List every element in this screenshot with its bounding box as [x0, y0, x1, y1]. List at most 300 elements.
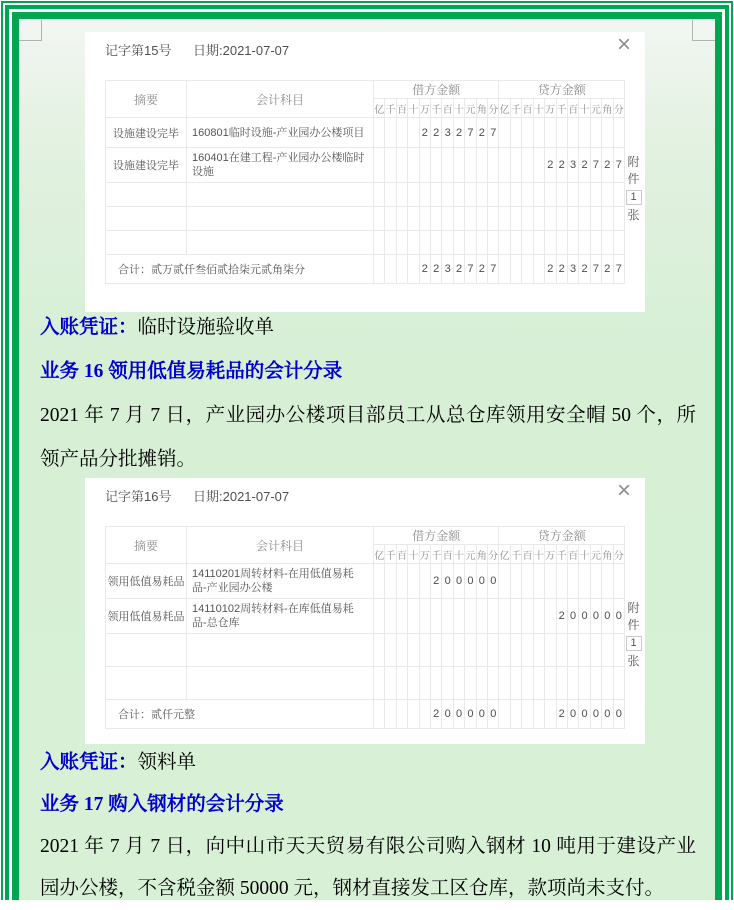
digit-cell	[396, 207, 407, 231]
total-row	[106, 700, 625, 729]
digit-cell	[579, 634, 590, 667]
digit-cell	[374, 667, 385, 700]
digit-cell	[385, 564, 396, 599]
digit-cell: 3	[567, 255, 578, 284]
digit-unit: 十	[533, 545, 544, 564]
business-paragraph: 2021 年 7 月 7 日，向中山市天天贸易有限公司购入钢材 10 吨用于建设产业园办公楼，不含税金额 50000 元，钢材直接发工区仓库，款项尚未支付。	[40, 836, 696, 899]
digit-cell	[556, 634, 567, 667]
digit-cell	[499, 207, 510, 231]
digit-cell	[510, 667, 521, 700]
digit-cell	[533, 231, 544, 255]
digit-cell: 0	[453, 700, 464, 729]
digit-cell	[533, 667, 544, 700]
summary-cell: 设施建设完毕	[106, 118, 187, 148]
digit-cell	[533, 183, 544, 207]
digit-cell: 2	[556, 255, 567, 284]
business-paragraph: 2021 年 7 月 7 日，产业园办公楼项目部员工从总仓库领用安全帽 50 个，所领产品分批摊销。	[40, 405, 696, 470]
account-cell: 160401在建工程-产业园办公楼临时设施	[187, 148, 374, 183]
digit-unit: 元	[590, 545, 601, 564]
digit-cell: 3	[567, 148, 578, 183]
summary-cell: 领用低值易耗品	[106, 564, 187, 599]
voucher-row	[106, 118, 625, 148]
digit-unit: 百	[396, 99, 407, 118]
voucher-row	[106, 207, 625, 231]
digit-cell: 2	[453, 255, 464, 284]
digit-cell: 0	[602, 599, 613, 634]
digit-cell: 2	[431, 118, 442, 148]
column-header-debit: 借方金额	[374, 527, 499, 545]
digit-cell	[510, 599, 521, 634]
digit-cell: 2	[579, 148, 590, 183]
digit-cell: 2	[602, 148, 613, 183]
column-header-account: 会计科目	[187, 81, 374, 118]
digit-cell	[419, 207, 430, 231]
summary-cell: 领用低值易耗品	[106, 599, 187, 634]
digit-cell	[499, 634, 510, 667]
digit-cell	[510, 564, 521, 599]
account-cell	[187, 231, 374, 255]
digit-cell: 0	[453, 564, 464, 599]
digit-cell	[453, 148, 464, 183]
digit-cell	[385, 118, 396, 148]
attachment-note	[625, 600, 642, 670]
digit-unit: 万	[419, 545, 430, 564]
digit-cell	[602, 564, 613, 599]
digit-cell	[545, 207, 556, 231]
digit-cell: 7	[488, 255, 499, 284]
attachment-count-box: 1	[626, 636, 642, 651]
digit-cell	[613, 231, 624, 255]
digit-cell	[545, 700, 556, 729]
digit-cell	[579, 207, 590, 231]
total-label: 合计：贰仟元整	[106, 700, 374, 729]
digit-unit: 亿	[374, 99, 385, 118]
digit-cell: 0	[465, 700, 476, 729]
voucher-row	[106, 634, 625, 667]
digit-cell	[499, 700, 510, 729]
digit-cell	[590, 231, 601, 255]
digit-cell	[442, 207, 453, 231]
digit-cell	[533, 564, 544, 599]
entry-voucher-label: 入账凭证：	[40, 752, 138, 773]
digit-cell	[533, 634, 544, 667]
digit-cell	[396, 667, 407, 700]
digit-cell	[476, 207, 487, 231]
close-icon[interactable]: ×	[616, 31, 631, 58]
digit-cell: 0	[442, 564, 453, 599]
digit-cell	[602, 231, 613, 255]
entry-voucher-value: 领料单	[137, 752, 197, 773]
digit-cell	[567, 634, 578, 667]
column-header-summary: 摘要	[106, 81, 187, 118]
digit-cell: 2	[556, 148, 567, 183]
digit-cell	[579, 183, 590, 207]
account-cell: 14110102周转材料-在库低值易耗品-总仓库	[187, 599, 374, 634]
digit-cell	[453, 667, 464, 700]
voucher-row	[106, 148, 625, 183]
digit-cell	[579, 231, 590, 255]
digit-cell	[567, 564, 578, 599]
digit-cell	[419, 564, 430, 599]
digit-cell	[385, 183, 396, 207]
digit-cell	[545, 118, 556, 148]
digit-cell	[476, 599, 487, 634]
digit-unit: 十	[408, 99, 419, 118]
digit-cell: 2	[545, 255, 556, 284]
column-header-account: 会计科目	[187, 527, 374, 564]
digit-unit: 百	[442, 545, 453, 564]
digit-cell	[385, 255, 396, 284]
digit-cell: 0	[465, 564, 476, 599]
digit-cell	[476, 183, 487, 207]
digit-cell	[556, 118, 567, 148]
digit-unit: 元	[465, 99, 476, 118]
digit-cell	[385, 231, 396, 255]
digit-cell	[419, 148, 430, 183]
digit-cell	[613, 118, 624, 148]
digit-cell	[465, 148, 476, 183]
digit-cell	[510, 118, 521, 148]
digit-cell	[556, 207, 567, 231]
digit-cell	[556, 183, 567, 207]
digit-cell: 0	[590, 599, 601, 634]
digit-cell	[396, 255, 407, 284]
digit-cell	[465, 183, 476, 207]
digit-unit: 十	[453, 545, 464, 564]
digit-unit: 元	[590, 99, 601, 118]
digit-cell	[442, 231, 453, 255]
digit-cell	[396, 564, 407, 599]
voucher-header	[85, 32, 645, 80]
digit-cell: 7	[590, 148, 601, 183]
digit-cell	[488, 231, 499, 255]
digit-cell	[408, 700, 419, 729]
digit-cell	[510, 255, 521, 284]
digit-cell	[374, 599, 385, 634]
digit-cell	[522, 255, 533, 284]
digit-cell	[499, 667, 510, 700]
digit-cell: 7	[488, 118, 499, 148]
digit-cell	[590, 564, 601, 599]
voucher-date: 日期:2021-07-07	[193, 489, 290, 504]
digit-cell	[590, 118, 601, 148]
account-cell: 14110201周转材料-在用低值易耗品-产业园办公楼	[187, 564, 374, 599]
digit-cell	[602, 667, 613, 700]
entry-voucher-value: 临时设施验收单	[137, 317, 275, 338]
voucher-card-15	[85, 32, 645, 312]
digit-unit: 十	[533, 99, 544, 118]
digit-cell: 2	[602, 255, 613, 284]
digit-cell	[465, 634, 476, 667]
account-cell	[187, 183, 374, 207]
digit-cell	[385, 207, 396, 231]
digit-cell: 3	[442, 255, 453, 284]
close-icon[interactable]: ×	[616, 477, 631, 504]
voucher-rows	[106, 118, 625, 255]
digit-cell	[602, 183, 613, 207]
digit-cell	[567, 183, 578, 207]
column-header-summary: 摘要	[106, 527, 187, 564]
digit-unit: 角	[602, 99, 613, 118]
digit-cell	[510, 207, 521, 231]
digit-cell	[419, 599, 430, 634]
voucher-header	[85, 478, 645, 526]
attachment-count-box: 1	[626, 190, 642, 205]
column-header-debit: 借方金额	[374, 81, 499, 99]
digit-cell	[499, 148, 510, 183]
digit-cell	[533, 207, 544, 231]
voucher-row	[106, 667, 625, 700]
account-cell: 160801临时设施-产业园办公楼项目	[187, 118, 374, 148]
digit-cell	[602, 207, 613, 231]
attachment-note	[625, 154, 642, 224]
digit-cell	[488, 183, 499, 207]
digit-unit: 千	[556, 99, 567, 118]
digit-cell	[567, 231, 578, 255]
digit-cell	[579, 564, 590, 599]
digit-unit: 千	[431, 545, 442, 564]
digit-cell	[590, 207, 601, 231]
digit-cell	[533, 118, 544, 148]
digit-unit: 角	[476, 545, 487, 564]
digit-cell	[567, 118, 578, 148]
digit-cell: 0	[488, 564, 499, 599]
digit-unit: 千	[510, 545, 521, 564]
digit-cell	[613, 564, 624, 599]
digit-cell	[396, 700, 407, 729]
digit-cell: 0	[488, 700, 499, 729]
digit-unit: 分	[613, 99, 624, 118]
digit-cell	[510, 700, 521, 729]
digit-cell	[419, 634, 430, 667]
digit-unit: 千	[556, 545, 567, 564]
digit-cell	[385, 634, 396, 667]
digit-cell	[522, 634, 533, 667]
text-block-business-16	[40, 306, 696, 482]
digit-cell: 2	[453, 118, 464, 148]
digit-unit: 百	[567, 99, 578, 118]
voucher-rows	[106, 564, 625, 700]
voucher-table	[105, 80, 625, 284]
digit-cell	[567, 207, 578, 231]
digit-cell: 0	[476, 700, 487, 729]
digit-cell	[453, 634, 464, 667]
voucher-number: 记字第16号	[105, 489, 172, 504]
digit-cell	[408, 599, 419, 634]
digit-cell	[385, 700, 396, 729]
digit-unit: 万	[545, 99, 556, 118]
digit-cell: 0	[579, 599, 590, 634]
margin-crop-mark-top-left	[19, 20, 42, 41]
digit-cell	[488, 599, 499, 634]
attachment-word-top: 附	[627, 155, 640, 169]
digit-cell	[442, 634, 453, 667]
digit-cell	[431, 231, 442, 255]
summary-cell	[106, 183, 187, 207]
digit-unit: 百	[396, 545, 407, 564]
digit-cell	[431, 634, 442, 667]
digit-cell	[545, 183, 556, 207]
entry-voucher-line	[40, 306, 696, 350]
digit-cell: 0	[590, 700, 601, 729]
digit-cell: 0	[579, 700, 590, 729]
digit-cell	[396, 599, 407, 634]
digit-cell	[522, 667, 533, 700]
digit-unit: 十	[579, 545, 590, 564]
digit-cell	[408, 148, 419, 183]
digit-cell: 3	[442, 118, 453, 148]
attachment-word-bottom: 件	[627, 618, 640, 632]
summary-cell	[106, 634, 187, 667]
digit-cell	[533, 255, 544, 284]
digit-cell: 2	[419, 118, 430, 148]
digit-cell	[431, 667, 442, 700]
digit-cell	[590, 634, 601, 667]
digit-unit: 元	[465, 545, 476, 564]
account-cell	[187, 634, 374, 667]
digit-cell: 0	[567, 700, 578, 729]
digit-cell	[453, 207, 464, 231]
digit-cell	[476, 667, 487, 700]
digit-cell	[522, 564, 533, 599]
digit-cell: 2	[579, 255, 590, 284]
digit-cell	[396, 634, 407, 667]
digit-cell	[442, 183, 453, 207]
digit-cell	[374, 148, 385, 183]
digit-unit: 十	[579, 99, 590, 118]
digit-cell	[510, 634, 521, 667]
digit-cell	[579, 667, 590, 700]
digit-unit: 百	[442, 99, 453, 118]
digit-cell	[419, 183, 430, 207]
digit-cell	[556, 564, 567, 599]
digit-cell	[396, 148, 407, 183]
digit-cell	[396, 183, 407, 207]
digit-cell	[374, 634, 385, 667]
digit-cell	[579, 118, 590, 148]
attachment-word-bottom: 件	[627, 172, 640, 186]
digit-cell	[408, 207, 419, 231]
digit-cell	[374, 255, 385, 284]
digit-cell	[374, 207, 385, 231]
digit-cell	[476, 148, 487, 183]
digit-cell	[465, 667, 476, 700]
digit-cell	[533, 700, 544, 729]
digit-cell	[556, 231, 567, 255]
digit-cell	[488, 207, 499, 231]
summary-cell	[106, 207, 187, 231]
digit-unit: 万	[419, 99, 430, 118]
digit-unit: 千	[385, 99, 396, 118]
digit-cell	[408, 634, 419, 667]
digit-cell	[567, 667, 578, 700]
digit-cell	[533, 148, 544, 183]
digit-cell	[408, 118, 419, 148]
digit-cell	[385, 148, 396, 183]
digit-cell: 0	[476, 564, 487, 599]
digit-cell	[499, 231, 510, 255]
digit-cell	[499, 255, 510, 284]
digit-cell: 7	[465, 118, 476, 148]
text-block-business-17	[40, 742, 696, 910]
digit-cell	[522, 148, 533, 183]
digit-cell	[374, 231, 385, 255]
digit-cell	[374, 564, 385, 599]
digit-cell	[545, 667, 556, 700]
digit-cell	[522, 700, 533, 729]
digit-cell	[499, 118, 510, 148]
digit-cell: 0	[567, 599, 578, 634]
attachment-word-top: 附	[627, 601, 640, 615]
digit-unit: 角	[602, 545, 613, 564]
digit-unit: 千	[510, 99, 521, 118]
digit-cell	[442, 148, 453, 183]
digit-cell	[522, 207, 533, 231]
voucher-row	[106, 231, 625, 255]
digit-cell: 0	[442, 700, 453, 729]
digit-cell	[419, 700, 430, 729]
digit-cell	[488, 148, 499, 183]
digit-cell	[431, 207, 442, 231]
digit-cell: 2	[556, 599, 567, 634]
digit-cell	[602, 118, 613, 148]
digit-cell	[408, 564, 419, 599]
digit-cell: 2	[476, 118, 487, 148]
voucher-row	[106, 183, 625, 207]
digit-cell	[442, 599, 453, 634]
digit-cell	[419, 231, 430, 255]
total-row	[106, 255, 625, 284]
digit-cell	[545, 231, 556, 255]
digit-cell	[374, 183, 385, 207]
digit-cell	[374, 700, 385, 729]
digit-cell: 2	[431, 255, 442, 284]
attachment-unit: 张	[627, 654, 640, 668]
digit-cell	[408, 231, 419, 255]
digit-unit: 十	[453, 99, 464, 118]
margin-crop-mark-top-right	[692, 20, 715, 41]
digit-cell	[442, 667, 453, 700]
business-heading: 业务 16 领用低值易耗品的会计分录	[40, 361, 343, 382]
digit-unit: 分	[613, 545, 624, 564]
digit-cell	[453, 231, 464, 255]
digit-cell: 7	[613, 255, 624, 284]
digit-cell	[556, 667, 567, 700]
column-header-credit: 贷方金额	[499, 527, 625, 545]
digit-unit: 百	[522, 99, 533, 118]
digit-cell	[545, 634, 556, 667]
summary-cell	[106, 231, 187, 255]
digit-cell	[431, 599, 442, 634]
digit-cell	[510, 148, 521, 183]
digit-cell	[499, 599, 510, 634]
digit-cell	[499, 183, 510, 207]
voucher-number: 记字第15号	[105, 43, 172, 58]
summary-cell	[106, 667, 187, 700]
digit-unit: 角	[476, 99, 487, 118]
digit-cell	[510, 183, 521, 207]
total-label: 合计：贰万贰仟叁佰贰拾柒元贰角柒分	[106, 255, 374, 284]
digit-unit: 百	[522, 545, 533, 564]
digit-cell	[590, 667, 601, 700]
digit-cell	[488, 634, 499, 667]
digit-cell	[419, 667, 430, 700]
digit-unit: 千	[431, 99, 442, 118]
digit-cell	[613, 667, 624, 700]
digit-cell: 2	[556, 700, 567, 729]
digit-unit: 亿	[499, 545, 510, 564]
digit-unit: 亿	[374, 545, 385, 564]
